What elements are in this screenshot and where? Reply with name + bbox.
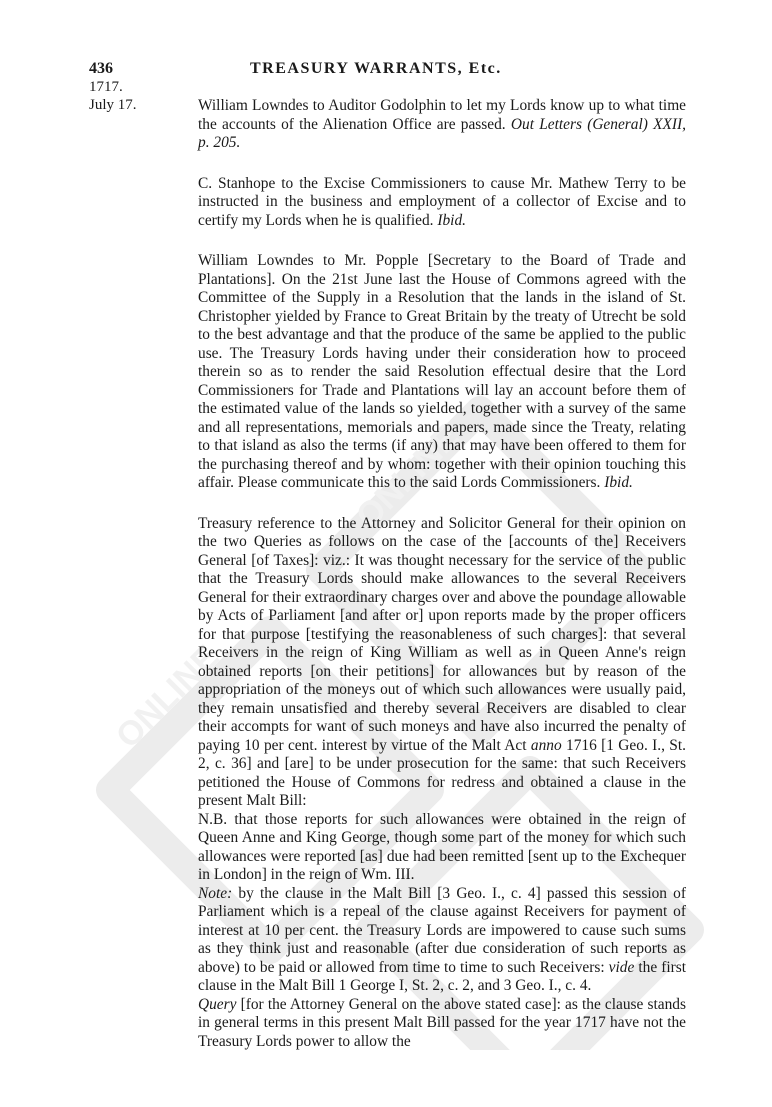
entry-excise-commissioners — [198, 175, 686, 231]
query-paragraph — [198, 996, 686, 1052]
running-title: TREASURY WARRANTS, Etc. — [250, 60, 502, 77]
entry-auditor-godolphin — [198, 97, 686, 153]
entry-text: Treasury reference to the Attorney and Solicitor General for their opinion on the two Queries as follows on the case of the [accounts of the] Receivers General [of Taxes]: viz.: It was thought necessary for the service of the public that the Treasury Lords should make allowances to the several Receivers General for their extraordinary charges over and above the poundage allowable by Acts of Parliament [and after or] upon reports made by the proper officers for that purpose [testifying the reasonableness of such charges]: that several Receivers in the reign of King William as well as in Queen Anne's reign obtained reports [on their petitions] for allowances but by reason of the appropriation of the moneys out of which such allowances were usually paid, they remain unsatisfied and thereby several Receivers are disabled to clear their accompts for want of such moneys and have also incurred the penalty of paying 10 per cent. interest by virtue of the Malt Act — [198, 514, 686, 754]
query-label: Query — [198, 995, 237, 1013]
entry-text: C. Stanhope to the Excise Commissioners to cause Mr. Mathew Terry to be instructed in the business and employment of a collector of Excise and to certify my Lords when he is qualified. — [198, 174, 686, 229]
note-paragraph — [198, 885, 686, 996]
entry-reference: Out Letters (General) XXII, p. 205. — [198, 115, 687, 151]
document-body — [198, 97, 686, 1073]
note-italic-vide: vide — [608, 958, 635, 976]
entry-treasury-reference — [198, 515, 686, 1052]
svg-text:ONLINE: ONLINE — [108, 637, 227, 756]
entry-paragraph — [198, 252, 686, 493]
entry-text: William Lowndes to Auditor Godolphin to let my Lords know up to what time the accounts of the Alienation Office are passed. — [198, 97, 686, 133]
entry-text-continued: 1716 [1 Geo. I., St. 2, c. 36] and [are] to be under prosecution for the same: that such Receivers petitioned the House of Commons for redress and obtained a clause in the present Malt Bill: — [198, 736, 686, 809]
entry-paragraph — [198, 175, 686, 231]
svg-text:ONLINE: ONLINE — [348, 417, 467, 536]
entry-reference: Ibid. — [437, 211, 466, 229]
margin-year: 1717. — [89, 79, 123, 95]
entry-italic-anno: anno — [530, 736, 562, 754]
note-text-continued: the first clause in the Malt Bill 1 George I, St. 2, c. 2, and 3 Geo. I., c. 4. — [198, 958, 686, 994]
note-text: by the clause in the Malt Bill [3 Geo. I., c. 4] passed this session of Parliament which is a repeal of the clause against Receivers for payment of interest at 10 per cent. the Treasury Lords are impowered to cause such sums as they think just and reasonable (after due consideration of such reports as above) to be paid or allowed from time to time to such Receivers: — [198, 884, 686, 976]
query-text: [for the Attorney General on the above stated case]: as the clause stands in general terms in this present Malt Bill passed for the year 1717 have not the Treasury Lords power to allow the — [198, 995, 686, 1050]
entry-paragraph — [198, 515, 686, 811]
entry-reference: Ibid. — [604, 474, 633, 491]
entry-mr-popple — [198, 252, 686, 493]
note-label: Note: — [198, 884, 233, 902]
entry-text: William Lowndes to Mr. Popple [Secretary to the Board of Trade and Plantations]. On the 21st June last the House of Commons agreed with the Committee of the Supply in a Resolution that the lands in the island of St. Christopher yielded by France to Great Britain by the treaty of Utrecht be sold to the best advantage and that the produce of the same be applied to the public use. The Treasury Lords having under their consideration how to proceed therein so as to render the said Resolution effectual desire that the Lord Commissioners for Trade and Plantations will lay an account before them of the estimated value of the lands so yielded, together with a survey of the same and all representations, memorials and papers, made since the Treaty, relating to that island as also the terms (if any) that may have been offered to them for the purchasing thereof and by whom: together with their opinion touching this affair. Please communicate this to the said Lords Commissioners. — [198, 252, 686, 491]
margin-date: July 17. — [89, 97, 137, 113]
page-number: 436 — [89, 60, 113, 77]
entry-paragraph — [198, 97, 686, 153]
nota-bene-paragraph: N.B. that those reports for such allowances were obtained in the reign of Queen Anne and King George, though some part of the money for which such allowances were reported [as] due had been remitted [sent up to the Exchequer in London] in the reign of Wm. III. — [198, 810, 686, 883]
